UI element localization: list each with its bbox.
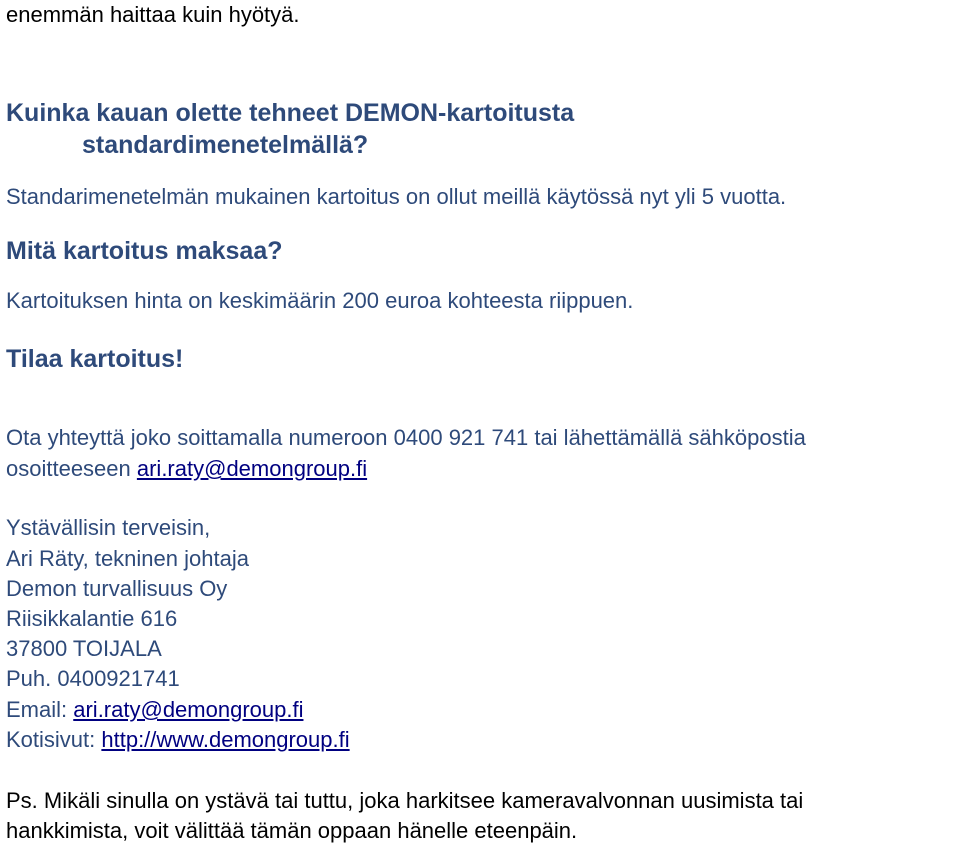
section1-heading-line1: Kuinka kauan olette tehneet DEMON-kartoitusta — [6, 99, 575, 127]
ps-line1: Ps. Mikäli sinulla on ystävä tai tuttu, joka harkitsee kameravalvonnan uusimista tai — [6, 788, 804, 813]
section2-text: Kartoituksen hinta on keskimäärin 200 euroa kohteesta riippuen. — [6, 288, 634, 313]
signature-website-label: Kotisivut: — [6, 727, 102, 752]
signature-website-row — [6, 727, 350, 753]
signature-website-link[interactable]: http://www.demongroup.fi — [101, 727, 350, 752]
signature-company: Demon turvallisuus Oy — [6, 576, 228, 601]
contact-text-line2 — [6, 456, 367, 482]
section1-text: Standarimenetelmän mukainen kartoitus on ollut meillä käytössä nyt yli 5 vuotta. — [6, 184, 787, 209]
intro-text: enemmän haittaa kuin hyötyä. — [6, 2, 300, 27]
signature-name: Ari Räty, tekninen johtaja — [6, 546, 249, 571]
contact-text-prefix: osoitteeseen — [6, 456, 137, 481]
signature-street: Riisikkalantie 616 — [6, 606, 178, 631]
section1-heading-line2: standardimenetelmällä? — [82, 131, 369, 159]
contact-text-line1: Ota yhteyttä joko soittamalla numeroon 0400 921 741 tai lähettämällä sähköpostia — [6, 425, 806, 450]
section3-heading: Tilaa kartoitus! — [6, 345, 184, 373]
signature-email-link[interactable]: ari.raty@demongroup.fi — [73, 697, 304, 722]
signature-email-row — [6, 697, 303, 723]
ps-line2: hankkimista, voit välittää tämän oppaan hänelle eteenpäin. — [6, 818, 578, 843]
signature-postal: 37800 TOIJALA — [6, 636, 162, 661]
signature-email-label: Email: — [6, 697, 74, 722]
signature-greeting: Ystävällisin terveisin, — [6, 515, 211, 540]
contact-email-link[interactable]: ari.raty@demongroup.fi — [136, 456, 368, 481]
signature-phone: Puh. 0400921741 — [6, 666, 180, 691]
section2-heading: Mitä kartoitus maksaa? — [6, 237, 283, 265]
